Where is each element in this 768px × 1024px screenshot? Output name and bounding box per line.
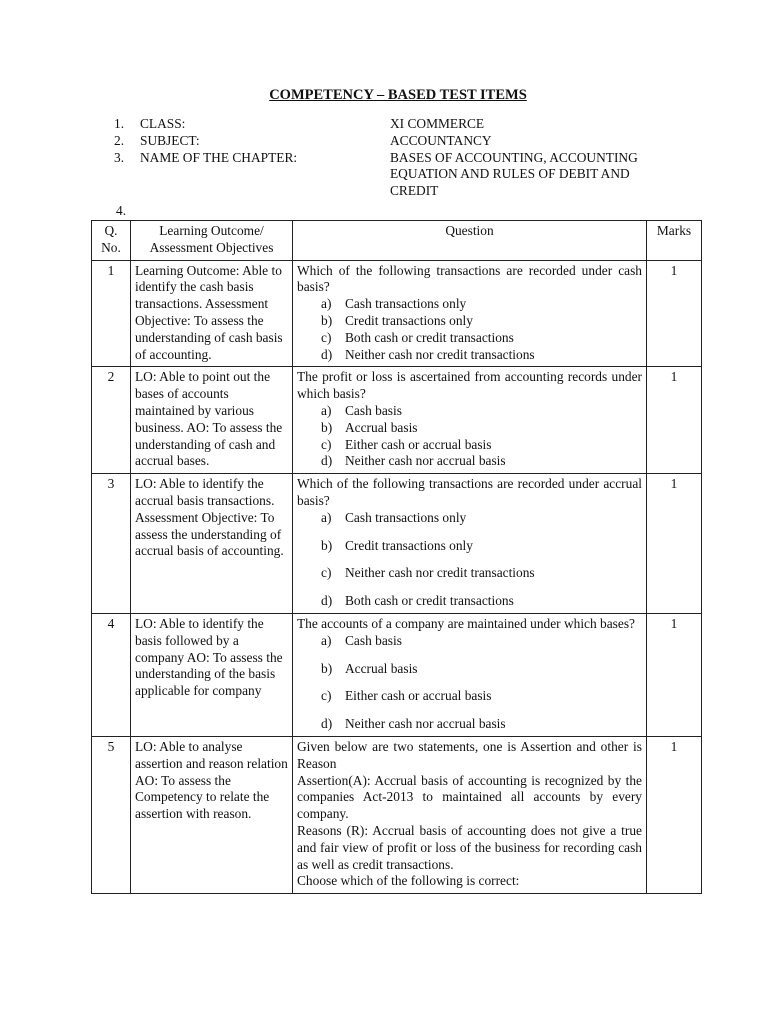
row-qno: 3 <box>92 474 131 614</box>
option-item <box>297 453 642 470</box>
question-text: Which of the following transactions are recorded under cash basis? <box>297 262 642 295</box>
question-text: Which of the following transactions are recorded under accrual basis? <box>297 476 642 508</box>
meta-item-4: 4. <box>116 203 127 218</box>
choose-text: Choose which of the following is correct: <box>297 873 520 889</box>
option-item <box>297 716 642 733</box>
question-table <box>91 220 702 894</box>
header-question: Question <box>293 221 647 261</box>
table-row <box>92 613 702 736</box>
option-item <box>297 313 642 330</box>
table-row <box>92 736 702 893</box>
option-item <box>297 661 642 678</box>
option-item <box>297 296 642 313</box>
row-qno: 1 <box>92 260 131 367</box>
option-letter: c) <box>321 565 332 581</box>
option-letter: b) <box>321 537 333 553</box>
row-marks: 1 <box>647 736 702 893</box>
option-text: Cash transactions only <box>345 509 467 525</box>
option-item <box>297 420 642 437</box>
meta-value: ACCOUNTANCY <box>390 132 492 148</box>
header-qno: Q. No. <box>92 221 131 261</box>
meta-chapter <box>114 150 714 200</box>
row-lo: LO: Able to point out the bases of accounts maintained by various business. AO: To assess the understanding of cash and accrual bases. <box>131 367 293 474</box>
assertion-text: Assertion(A): Accrual basis of accounting is recognized by the companies Act-2013 to maintained all accounts by every company. <box>297 772 642 822</box>
option-text: Cash basis <box>345 632 402 648</box>
option-item <box>297 330 642 347</box>
option-item <box>297 437 642 454</box>
option-item <box>297 565 642 582</box>
meta-label: CLASS: <box>140 116 186 131</box>
table-row <box>92 367 702 474</box>
table-row <box>92 260 702 367</box>
row-lo: LO: Able to identify the basis followed by a company AO: To assess the understanding of the basis applicable for company <box>131 613 293 736</box>
option-text: Cash basis <box>345 402 402 418</box>
option-text: Accrual basis <box>345 660 418 676</box>
reason-text: Reasons (R): Accrual basis of accounting does not give a true and fair view of profit or loss of the business for recording cash as well as credit transactions. <box>297 822 642 872</box>
row-qno: 5 <box>92 736 131 893</box>
option-item <box>297 688 642 705</box>
option-list <box>297 296 642 363</box>
row-question <box>293 260 647 367</box>
test-meta <box>114 116 714 200</box>
question-text: The profit or loss is ascertained from accounting records under which basis? <box>297 369 642 402</box>
option-item <box>297 347 642 364</box>
row-lo: LO: Able to analyse assertion and reason relation AO: To assess the Competency to relate the assertion with reason. <box>131 736 293 893</box>
row-marks: 1 <box>647 474 702 614</box>
meta-value: XI COMMERCE <box>390 116 485 131</box>
meta-num: 2. <box>114 132 125 148</box>
option-text: Cash transactions only <box>345 296 467 312</box>
option-list <box>297 510 642 610</box>
option-text: Neither cash nor accrual basis <box>345 453 506 469</box>
option-text: Both cash or credit transactions <box>345 329 514 345</box>
option-letter: b) <box>321 419 333 435</box>
row-question <box>293 367 647 474</box>
option-letter: a) <box>321 296 332 312</box>
option-letter: c) <box>321 329 332 345</box>
option-item <box>297 538 642 555</box>
meta-value: BASES OF ACCOUNTING, ACCOUNTING EQUATION AND RULES OF DEBIT AND CREDIT <box>390 149 638 199</box>
option-letter: a) <box>321 632 332 648</box>
option-item <box>297 403 642 420</box>
option-letter: d) <box>321 716 333 732</box>
meta-num: 3. <box>114 149 125 165</box>
meta-subject <box>114 133 714 150</box>
option-item <box>297 510 642 527</box>
row-marks: 1 <box>647 367 702 474</box>
row-lo: LO: Able to identify the accrual basis transactions. Assessment Objective: To assess the understanding of accrual basis of accounting. <box>131 474 293 614</box>
option-text: Neither cash nor credit transactions <box>345 346 535 362</box>
question-text: Given below are two statements, one is Assertion and other is Reason <box>297 738 642 771</box>
option-text: Either cash or accrual basis <box>345 688 492 704</box>
question-text: The accounts of a company are maintained under which bases? <box>297 615 635 631</box>
row-question <box>293 613 647 736</box>
option-text: Neither cash nor credit transactions <box>345 565 535 581</box>
meta-class <box>114 116 714 133</box>
header-lo: Learning Outcome/ Assessment Objectives <box>131 221 293 261</box>
table-header-row <box>92 221 702 261</box>
option-letter: a) <box>321 509 332 525</box>
option-list <box>297 403 642 470</box>
option-letter: b) <box>321 312 333 328</box>
row-question <box>293 736 647 893</box>
row-qno: 4 <box>92 613 131 736</box>
row-lo: Learning Outcome: Able to identify the cash basis transactions. Assessment Objective: To assess the understanding of cash basis of accounting. <box>131 260 293 367</box>
option-letter: d) <box>321 346 333 362</box>
option-text: Both cash or credit transactions <box>345 593 514 609</box>
row-question <box>293 474 647 614</box>
option-list <box>297 633 642 733</box>
option-letter: d) <box>321 453 333 469</box>
option-text: Neither cash nor accrual basis <box>345 716 506 732</box>
option-text: Credit transactions only <box>345 537 473 553</box>
option-text: Accrual basis <box>345 419 418 435</box>
option-item <box>297 593 642 610</box>
option-letter: b) <box>321 660 333 676</box>
meta-label: SUBJECT: <box>140 132 200 148</box>
option-letter: a) <box>321 402 332 418</box>
option-letter: c) <box>321 688 332 704</box>
table-row <box>92 474 702 614</box>
row-marks: 1 <box>647 613 702 736</box>
option-letter: c) <box>321 436 332 452</box>
meta-label: NAME OF THE CHAPTER: <box>140 149 298 165</box>
row-qno: 2 <box>92 367 131 474</box>
header-marks: Marks <box>647 221 702 261</box>
option-text: Credit transactions only <box>345 312 473 328</box>
row-marks: 1 <box>647 260 702 367</box>
option-item <box>297 633 642 650</box>
option-text: Either cash or accrual basis <box>345 436 492 452</box>
document-title: COMPETENCY – BASED TEST ITEMS <box>269 87 527 103</box>
meta-num: 1. <box>114 116 125 131</box>
option-letter: d) <box>321 593 333 609</box>
